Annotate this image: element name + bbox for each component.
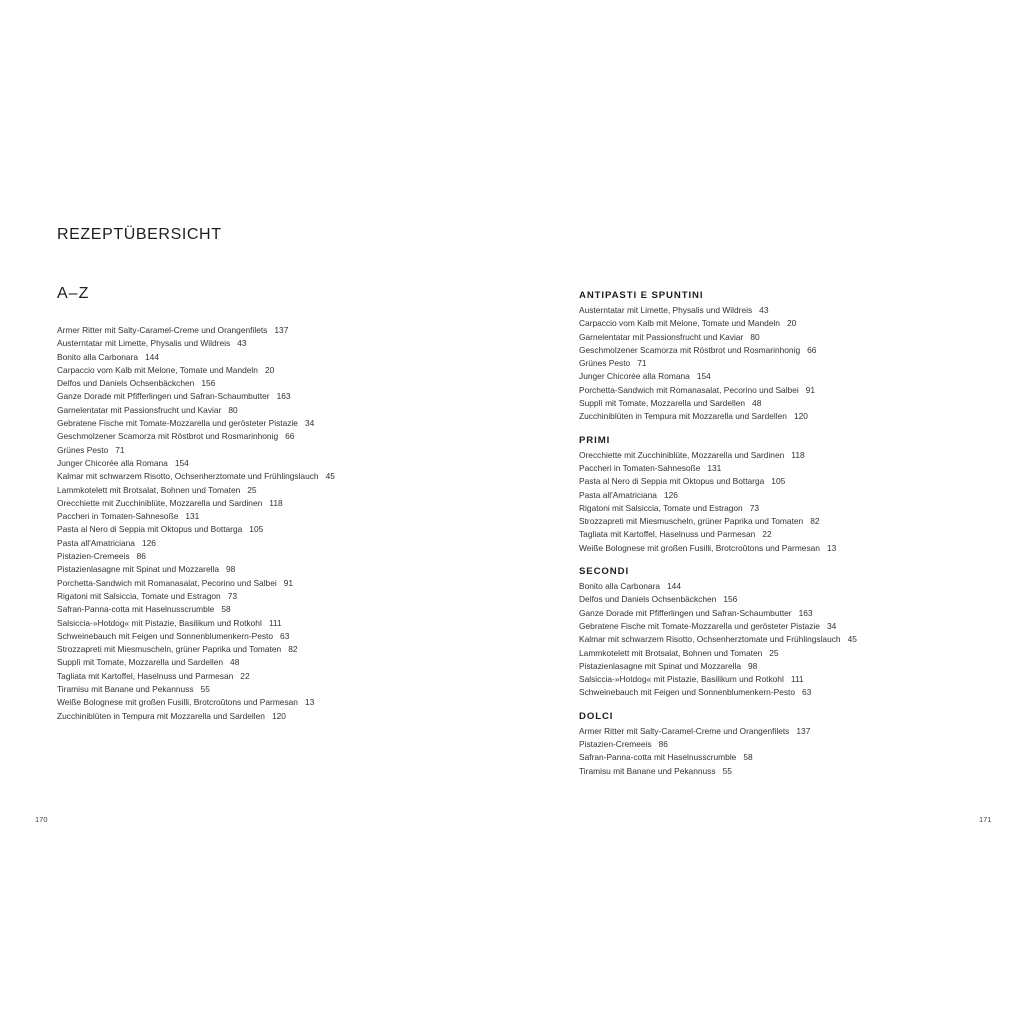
recipe-name: Tiramisu mit Banane und Pekannuss <box>57 684 194 695</box>
recipe-page-number: 22 <box>762 529 772 540</box>
category-section <box>579 566 999 700</box>
recipe-entry <box>57 364 497 377</box>
recipe-page-number: 55 <box>200 684 210 695</box>
recipe-name: Lammkotelett mit Brotsalat, Bohnen und Tomaten <box>579 647 763 658</box>
page-title: REZEPTÜBERSICHT <box>57 226 222 243</box>
recipe-page-number: 105 <box>249 524 264 535</box>
recipe-entry <box>579 660 999 673</box>
recipe-page-number: 13 <box>304 697 315 708</box>
recipe-page-number: 45 <box>325 471 335 482</box>
recipe-entry <box>579 528 999 541</box>
recipe-entry <box>57 430 497 443</box>
recipe-name: Pasta al Nero di Seppia mit Oktopus und Bottarga <box>57 524 243 535</box>
recipe-name: Porchetta-Sandwich mit Romanasalat, Pecorino und Salbei <box>579 384 799 395</box>
recipe-name: Delfos und Daniels Ochsenbäckchen <box>57 378 195 389</box>
recipe-page-number: 34 <box>304 418 315 429</box>
recipe-entry <box>579 502 999 515</box>
recipe-name: Austerntatar mit Limette, Physalis und Wildreis <box>579 305 753 315</box>
recipe-page-number: 156 <box>723 594 738 605</box>
recipe-entry <box>57 710 497 723</box>
recipe-name: Rigatoni mit Salsiccia, Tomate und Estragon <box>57 590 221 601</box>
recipe-page-number: 55 <box>722 765 732 776</box>
recipe-entry <box>579 489 999 502</box>
recipe-name: Paccheri in Tomaten-Sahnesoße <box>579 462 701 473</box>
recipe-name: Safran-Panna-cotta mit Haselnusscrumble <box>57 604 215 615</box>
recipe-page-number: 71 <box>637 358 647 369</box>
recipe-name: Pistazien-Cremeeis <box>579 739 652 750</box>
recipe-name: Pasta all'Amatriciana <box>57 537 135 548</box>
recipe-name: Armer Ritter mit Salty-Caramel-Creme und Orangenfilets <box>579 725 790 736</box>
recipe-page-number: 25 <box>247 484 257 495</box>
recipe-page-number: 20 <box>786 318 797 329</box>
recipe-page-number: 22 <box>240 670 250 681</box>
recipe-page-number: 120 <box>271 710 286 721</box>
recipe-entry <box>57 617 497 630</box>
recipe-entry <box>579 304 999 317</box>
recipe-page-number: 66 <box>807 344 817 355</box>
recipe-name: Delfos und Daniels Ochsenbäckchen <box>579 594 717 605</box>
recipe-entry <box>579 357 999 370</box>
recipe-page-number: 118 <box>269 497 283 508</box>
recipe-entry <box>579 633 999 646</box>
recipe-name: Ganze Dorade mit Pfifferlingen und Safran-Schaumbutter <box>57 391 270 402</box>
recipe-entry <box>579 331 999 344</box>
recipe-name: Orecchiette mit Zucchiniblüte, Mozzarella und Sardinen <box>579 449 785 460</box>
recipe-name: Tiramisu mit Banane und Pekannuss <box>579 765 716 776</box>
az-recipe-list <box>57 324 497 723</box>
recipe-page-number: 131 <box>185 511 200 522</box>
recipe-entry <box>579 580 999 593</box>
page-number-right: 171 <box>979 815 992 824</box>
recipe-entry <box>57 643 497 656</box>
recipe-name: Gebratene Fische mit Tomate-Mozzarella und gerösteter Pistazie <box>57 418 298 429</box>
recipe-entry <box>57 656 497 669</box>
recipe-name: Supplì mit Tomate, Mozzarella und Sardellen <box>579 398 746 409</box>
recipe-entry <box>57 603 497 616</box>
recipe-page-number: 43 <box>759 305 769 315</box>
recipe-entry <box>57 683 497 696</box>
recipe-entry <box>57 510 497 523</box>
recipe-entry <box>57 590 497 603</box>
recipe-entry <box>579 449 999 462</box>
recipe-name: Strozzapreti mit Miesmuscheln, grüner Paprika und Tomaten <box>579 516 804 527</box>
recipe-entry <box>579 475 999 488</box>
recipe-name: Grünes Pesto <box>579 358 631 369</box>
recipe-entry <box>57 484 497 497</box>
recipe-name: Pasta al Nero di Seppia mit Oktopus und Bottarga <box>579 476 765 487</box>
recipe-name: Porchetta-Sandwich mit Romanasalat, Pecorino und Salbei <box>57 577 277 588</box>
recipe-name: Supplì mit Tomate, Mozzarella und Sardellen <box>57 657 224 668</box>
recipe-name: Gebratene Fische mit Tomate-Mozzarella und gerösteter Pistazie <box>579 620 820 631</box>
recipe-name: Salsiccia-»Hotdog« mit Pistazie, Basilikum und Rotkohl <box>57 617 262 628</box>
category-index <box>579 290 999 789</box>
recipe-page-number: 45 <box>847 634 857 645</box>
category-section <box>579 290 999 424</box>
recipe-entry <box>57 337 497 350</box>
recipe-name: Armer Ritter mit Salty-Caramel-Creme und Orangenfilets <box>57 325 268 335</box>
category-recipe-list <box>579 304 999 424</box>
recipe-page-number: 82 <box>810 516 820 527</box>
recipe-page-number: 48 <box>230 657 240 668</box>
recipe-page-number: 156 <box>201 378 216 389</box>
recipe-page-number: 43 <box>237 338 247 349</box>
recipe-name: Bonito alla Carbonara <box>57 351 139 362</box>
recipe-page-number: 98 <box>748 660 758 671</box>
recipe-entry <box>579 686 999 699</box>
recipe-page-number: 126 <box>141 537 156 548</box>
recipe-name: Kalmar mit schwarzem Risotto, Ochsenherztomate und Frühlingslauch <box>57 471 319 482</box>
recipe-name: Strozzapreti mit Miesmuscheln, grüner Paprika und Tomaten <box>57 644 282 655</box>
az-heading: A–Z <box>57 285 90 302</box>
category-recipe-list <box>579 580 999 700</box>
recipe-entry <box>579 673 999 686</box>
recipe-page-number: 86 <box>136 551 146 562</box>
recipe-page-number: 71 <box>115 444 125 455</box>
recipe-name: Schweinebauch mit Feigen und Sonnenblumenkern-Pesto <box>579 687 796 698</box>
recipe-name: Garnelentatar mit Passionsfrucht und Kaviar <box>579 331 744 342</box>
recipe-entry <box>579 593 999 606</box>
recipe-page-number: 91 <box>805 384 816 395</box>
recipe-page-number: 73 <box>749 502 760 513</box>
category-recipe-list <box>579 725 999 778</box>
recipe-page-number: 163 <box>276 391 291 402</box>
recipe-entry <box>57 670 497 683</box>
recipe-entry <box>579 751 999 764</box>
recipe-page-number: 126 <box>663 489 678 500</box>
recipe-entry <box>57 377 497 390</box>
recipe-page-number: 86 <box>658 739 668 750</box>
category-recipe-list <box>579 449 999 555</box>
recipe-name: Tagliata mit Kartoffel, Haselnuss und Parmesan <box>57 670 234 681</box>
recipe-page-number: 105 <box>771 476 786 487</box>
recipe-page-number: 80 <box>228 404 238 415</box>
recipe-page-number: 91 <box>283 577 294 588</box>
recipe-entry <box>57 417 497 430</box>
recipe-page-number: 66 <box>285 431 295 442</box>
recipe-name: Paccheri in Tomaten-Sahnesoße <box>57 511 179 522</box>
recipe-page-number: 63 <box>280 630 290 641</box>
recipe-entry <box>57 563 497 576</box>
recipe-page-number: 163 <box>798 607 813 618</box>
recipe-name: Rigatoni mit Salsiccia, Tomate und Estragon <box>579 502 743 513</box>
recipe-page-number: 137 <box>796 725 811 736</box>
recipe-page-number: 131 <box>707 462 722 473</box>
recipe-name: Weiße Bolognese mit großen Fusilli, Brotcroûtons und Parmesan <box>57 697 298 708</box>
recipe-name: Grünes Pesto <box>57 444 109 455</box>
recipe-page-number: 20 <box>264 364 275 375</box>
category-heading: DOLCI <box>579 710 614 722</box>
recipe-entry <box>579 515 999 528</box>
recipe-name: Garnelentatar mit Passionsfrucht und Kaviar <box>57 404 222 415</box>
recipe-name: Safran-Panna-cotta mit Haselnusscrumble <box>579 752 737 763</box>
recipe-page-number: 144 <box>145 351 159 362</box>
recipe-name: Salsiccia-»Hotdog« mit Pistazie, Basilikum und Rotkohl <box>579 674 784 685</box>
recipe-name: Pistazien-Cremeeis <box>57 551 130 562</box>
recipe-name: Geschmolzener Scamorza mit Röstbrot und Rosmarinhonig <box>579 344 801 355</box>
recipe-page-number: 144 <box>667 581 681 592</box>
recipe-page-number: 118 <box>791 449 805 460</box>
recipe-name: Ganze Dorade mit Pfifferlingen und Safran-Schaumbutter <box>579 607 792 618</box>
recipe-name: Orecchiette mit Zucchiniblüte, Mozzarella und Sardinen <box>57 497 263 508</box>
recipe-entry <box>57 324 497 337</box>
recipe-page-number: 82 <box>288 644 298 655</box>
recipe-name: Junger Chicorée alla Romana <box>579 371 690 382</box>
recipe-entry <box>57 404 497 417</box>
recipe-page-number: 111 <box>268 617 282 628</box>
recipe-name: Schweinebauch mit Feigen und Sonnenblumenkern-Pesto <box>57 630 274 641</box>
recipe-entry <box>579 317 999 330</box>
category-heading: SECONDI <box>579 566 630 578</box>
recipe-entry <box>57 497 497 510</box>
recipe-name: Carpaccio vom Kalb mit Melone, Tomate und Mandeln <box>579 318 780 329</box>
recipe-page-number: 58 <box>221 604 231 615</box>
recipe-entry <box>57 457 497 470</box>
recipe-page-number: 48 <box>752 398 762 409</box>
category-heading: ANTIPASTI E SPUNTINI <box>579 290 704 301</box>
recipe-name: Tagliata mit Kartoffel, Haselnuss und Parmesan <box>579 529 756 540</box>
recipe-name: Zucchiniblüten in Tempura mit Mozzarella und Sardellen <box>57 710 265 721</box>
recipe-entry <box>579 384 999 397</box>
recipe-entry <box>57 470 497 483</box>
recipe-name: Lammkotelett mit Brotsalat, Bohnen und Tomaten <box>57 484 241 495</box>
recipe-page-number: 80 <box>750 331 760 342</box>
recipe-entry <box>57 444 497 457</box>
recipe-entry <box>57 577 497 590</box>
recipe-name: Pasta all'Amatriciana <box>579 489 657 500</box>
recipe-entry <box>57 390 497 403</box>
recipe-name: Geschmolzener Scamorza mit Röstbrot und Rosmarinhonig <box>57 431 279 442</box>
recipe-entry <box>579 542 999 555</box>
recipe-name: Bonito alla Carbonara <box>579 581 661 592</box>
recipe-page-number: 58 <box>743 752 753 763</box>
recipe-entry <box>579 370 999 383</box>
recipe-entry <box>579 738 999 751</box>
recipe-entry <box>57 351 497 364</box>
recipe-page-number: 73 <box>227 590 238 601</box>
recipe-name: Zucchiniblüten in Tempura mit Mozzarella und Sardellen <box>579 411 787 422</box>
recipe-entry <box>579 397 999 410</box>
recipe-entry <box>579 647 999 660</box>
recipe-name: Junger Chicorée alla Romana <box>57 457 168 468</box>
recipe-entry <box>57 630 497 643</box>
recipe-entry <box>57 550 497 563</box>
category-heading: PRIMI <box>579 434 611 446</box>
recipe-page-number: 98 <box>226 564 236 575</box>
recipe-page-number: 120 <box>793 411 808 422</box>
recipe-name: Austerntatar mit Limette, Physalis und Wildreis <box>57 338 231 349</box>
recipe-page-number: 154 <box>696 371 711 382</box>
category-section <box>579 711 999 778</box>
recipe-entry <box>57 523 497 536</box>
recipe-entry <box>579 620 999 633</box>
recipe-entry <box>579 765 999 778</box>
recipe-page-number: 63 <box>802 687 812 698</box>
recipe-page-number: 111 <box>790 674 804 685</box>
recipe-page-number: 25 <box>769 647 779 658</box>
recipe-name: Pistazienlasagne mit Spinat und Mozzarella <box>579 660 742 671</box>
page-number-left: 170 <box>35 815 48 824</box>
recipe-entry <box>579 410 999 423</box>
recipe-entry <box>57 537 497 550</box>
recipe-name: Weiße Bolognese mit großen Fusilli, Brotcroûtons und Parmesan <box>579 542 820 553</box>
recipe-page-number: 34 <box>826 620 837 631</box>
recipe-name: Pistazienlasagne mit Spinat und Mozzarella <box>57 564 220 575</box>
recipe-entry <box>579 725 999 738</box>
recipe-name: Kalmar mit schwarzem Risotto, Ochsenherztomate und Frühlingslauch <box>579 634 841 645</box>
recipe-entry <box>579 607 999 620</box>
recipe-page-number: 13 <box>826 542 837 553</box>
recipe-entry <box>579 344 999 357</box>
category-section <box>579 435 999 555</box>
recipe-page-number: 137 <box>274 325 289 335</box>
recipe-entry <box>579 462 999 475</box>
recipe-page-number: 154 <box>174 457 189 468</box>
recipe-entry <box>57 696 497 709</box>
recipe-name: Carpaccio vom Kalb mit Melone, Tomate und Mandeln <box>57 364 258 375</box>
